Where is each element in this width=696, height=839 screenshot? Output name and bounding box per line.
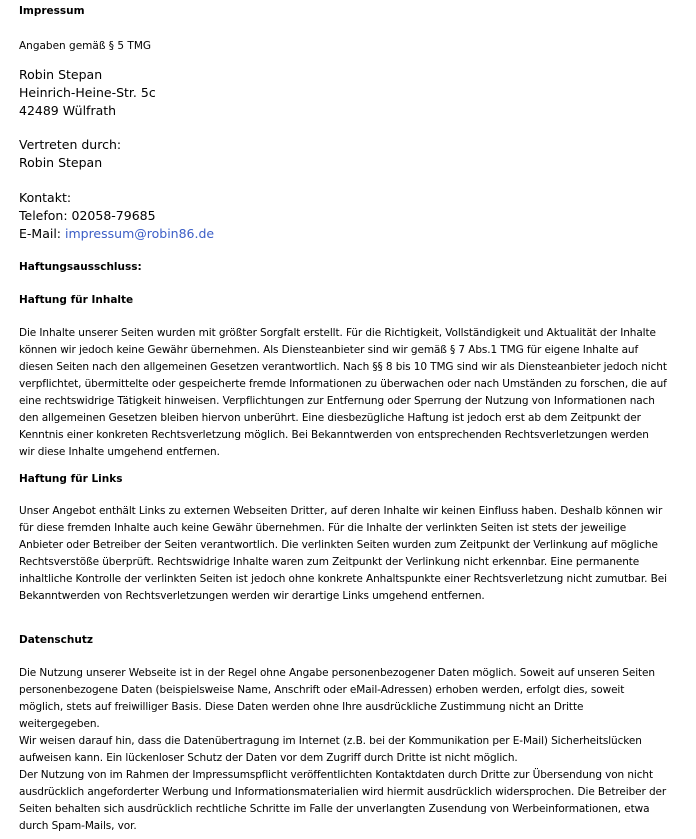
city: 42489 Wülfrath (19, 103, 117, 118)
owner-name: Robin Stepan (19, 67, 103, 82)
privacy-heading: Datenschutz (19, 634, 93, 646)
privacy-paragraph-3: Der Nutzung von im Rahmen der Impressumspflicht veröffentlichten Kontaktdaten durch Dritte zur Übersendung von nicht ausdrücklich angeforderter Werbung und Informationsmaterialien wird hiermit ausdrücklich widersprochen. Die Betreiber der Seiten behalten sich ausdrücklich rechtliche Schritte im Falle der unverlangten Zusendung von Werbeinformationen, etwa durch Spam-Mails, vor. (19, 769, 667, 832)
email-label: E-Mail: (19, 226, 65, 241)
links-liability-heading: Haftung für Links (19, 473, 123, 485)
phone: Telefon: 02058-79685 (19, 208, 156, 223)
email-line (19, 225, 214, 243)
address-block (19, 66, 156, 120)
contact-label: Kontakt: (19, 190, 72, 205)
links-liability-text: Unser Angebot enthält Links zu externen Webseiten Dritter, auf deren Inhalte wir keinen Einfluss haben. Deshalb können wir für diese fremden Inhalte auch keine Gewähr übernehmen. Für die Inhalte der verlinkten Seiten ist stets der jeweilige Anbieter oder Betreiber der Seiten verantwortlich. Die verlinkten Seiten wurden zum Zeitpunkt der Verlinkung auf mögliche Rechtsverstöße überprüft. Rechtswidrige Inhalte waren zum Zeitpunkt der Verlinkung nicht erkennbar. Eine permanente inhaltliche Kontrolle der verlinkten Seiten ist jedoch ohne konkrete Anhaltspunkte einer Rechtsverletzung nicht zumutbar. Bei Bekanntwerden von Rechtsverletzungen werden wir derartige Links umgehend entfernen. (19, 505, 667, 602)
disclaimer-title: Haftungsausschluss: (19, 261, 142, 273)
represented-name: Robin Stepan (19, 155, 103, 170)
street: Heinrich-Heine-Str. 5c (19, 85, 156, 100)
content-liability-heading: Haftung für Inhalte (19, 294, 134, 306)
tmg-note: Angaben gemäß § 5 TMG (19, 40, 152, 52)
privacy-text (19, 665, 667, 835)
privacy-paragraph-2: Wir weisen darauf hin, dass die Datenübertragung im Internet (z.B. bei der Kommunikation per E-Mail) Sicherheitslücken aufweisen kann. Ein lückenloser Schutz der Daten vor dem Zugriff durch Dritte ist nicht möglich. (19, 735, 642, 764)
privacy-paragraph-1: Die Nutzung unserer Webseite ist in der Regel ohne Angabe personenbezogener Daten möglich. Soweit auf unseren Seiten personenbezogene Daten (beispielsweise Name, Anschrift oder eMail-Adressen) erhoben werden, erfolgt dies, soweit möglich, stets auf freiwilliger Basis. Diese Daten werden ohne Ihre ausdrückliche Zustimmung nicht an Dritte weitergegeben. (19, 667, 655, 730)
email-link[interactable]: impressum@robin86.de (64, 226, 215, 241)
content-liability-text: Die Inhalte unserer Seiten wurden mit größter Sorgfalt erstellt. Für die Richtigkeit, Vollständigkeit und Aktualität der Inhalte können wir jedoch keine Gewähr übernehmen. Als Diensteanbieter sind wir gemäß § 7 Abs.1 TMG für eigene Inhalte auf diesen Seiten nach den allgemeinen Gesetzen verantwortlich. Nach §§ 8 bis 10 TMG sind wir als Diensteanbieter jedoch nicht verpflichtet, übermittelte oder gespeicherte fremde Informationen zu überwachen oder nach Umständen zu forschen, die auf eine rechtswidrige Tätigkeit hinweisen. Verpflichtungen zur Entfernung oder Sperrung der Nutzung von Informationen nach den allgemeinen Gesetzen bleiben hiervon unberührt. Eine diesbezügliche Haftung ist jedoch erst ab dem Zeitpunkt der Kenntnis einer konkreten Rechtsverletzung möglich. Bei Bekanntwerden von entsprechenden Rechtsverletzungen werden wir diese Inhalte umgehend entfernen. (19, 327, 667, 458)
impressum-title: Impressum (19, 5, 85, 17)
represented-label: Vertreten durch: (19, 137, 122, 152)
contact-block (19, 189, 214, 243)
representative-block (19, 136, 121, 172)
